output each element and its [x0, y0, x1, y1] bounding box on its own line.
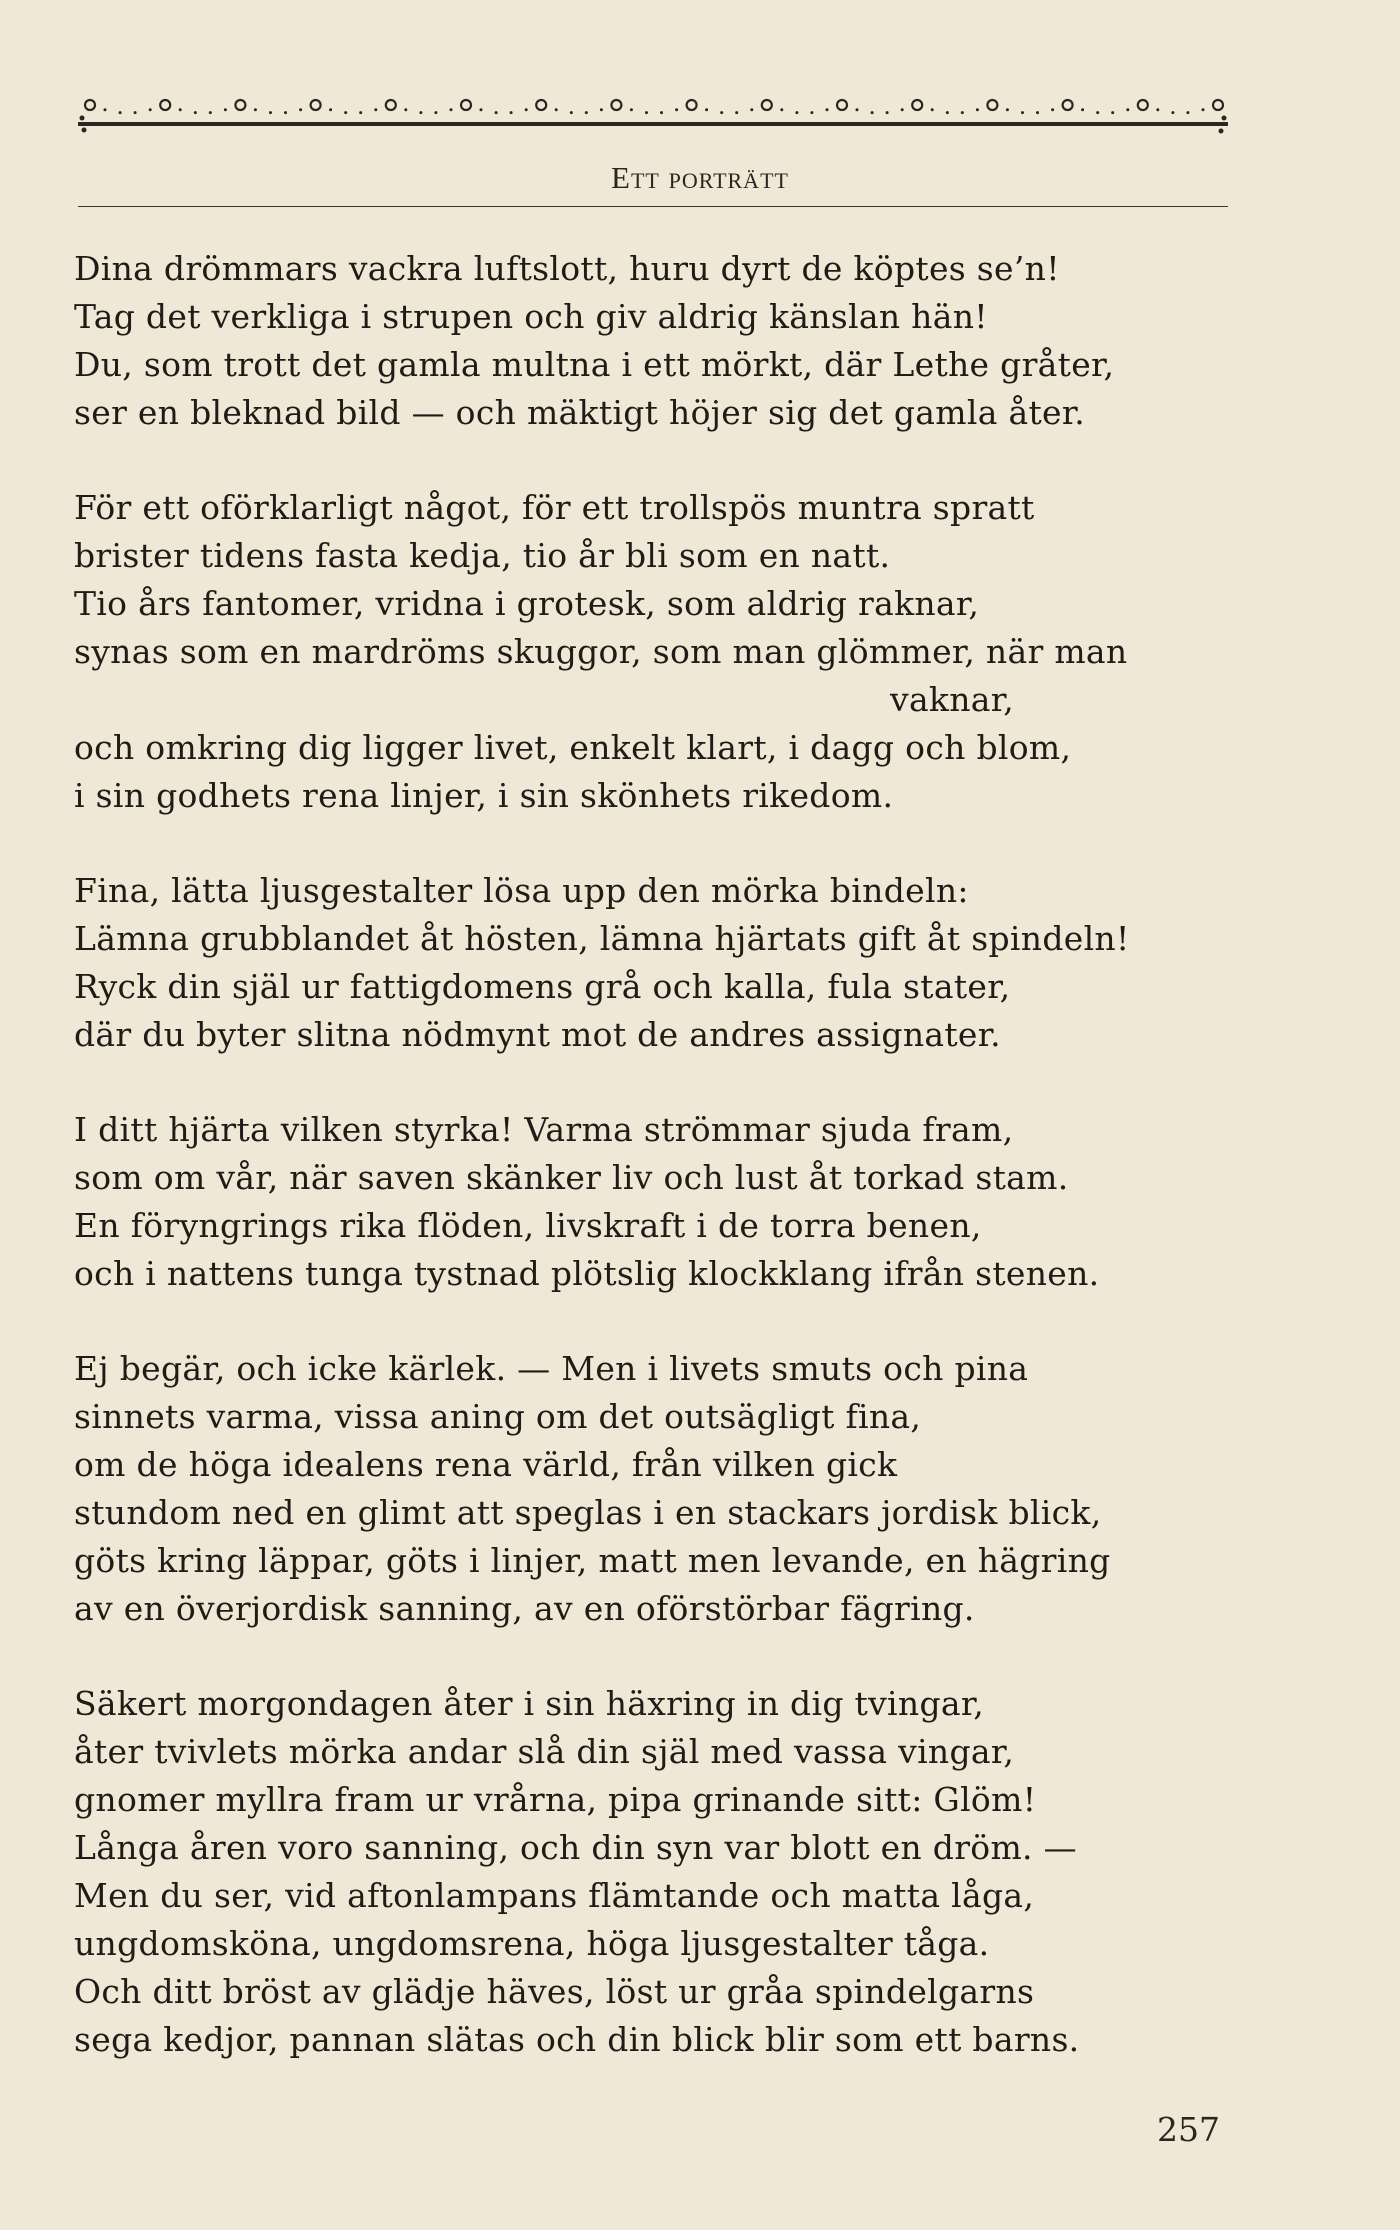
- ornament-ring: [687, 100, 697, 110]
- ornament-dot: [946, 111, 949, 114]
- ornament-dot: [224, 108, 227, 111]
- ornament-dot: [856, 108, 859, 111]
- poem-line: av en överjordisk sanning, av en oförstörbar fägring.: [74, 1589, 975, 1628]
- ornament-ring: [987, 100, 997, 110]
- ornament-dot: [179, 108, 182, 111]
- ornament-ring: [461, 100, 471, 110]
- poem-line: som om vår, när saven skänker liv och lust åt torkad stam.: [74, 1158, 1069, 1197]
- ornament-dot: [284, 111, 287, 114]
- ornament-dot: [1171, 111, 1174, 114]
- ornament-dot: [1126, 108, 1129, 111]
- ornament-dot: [810, 111, 813, 114]
- poem-line: om de höga idealens rena värld, från vilken gick: [74, 1445, 898, 1484]
- poem-line: Men du ser, vid aftonlampans flämtande och matta låga,: [74, 1876, 1035, 1915]
- ornament-dot: [1051, 108, 1054, 111]
- ornament-dot: [329, 108, 332, 111]
- stanza-5: [74, 1345, 1234, 1633]
- ornament-dot: [525, 108, 528, 111]
- ornament-dot: [254, 108, 257, 111]
- ornament-dot: [826, 108, 829, 111]
- ornament-dot: [104, 108, 107, 111]
- poem-line: Dina drömmars vackra luftslott, huru dyrt de köptes se’n!: [74, 249, 1060, 288]
- ornament-dot: [1111, 111, 1114, 114]
- ornament-dot: [1156, 108, 1159, 111]
- poem-line: gnomer myllra fram ur vrårna, pipa grinande sitt: Glöm!: [74, 1780, 1037, 1819]
- ornament-dot: [630, 108, 633, 111]
- ornament-dot: [976, 108, 979, 111]
- poem-line: Säkert morgondagen åter i sin häxring in dig tvingar,: [74, 1684, 985, 1723]
- ornament-dot: [119, 111, 122, 114]
- stanza-2: [74, 484, 1234, 820]
- ornament-dot: [780, 108, 783, 111]
- ornament-dot: [344, 111, 347, 114]
- ornament-dot: [585, 111, 588, 114]
- ornament-dot: [600, 108, 603, 111]
- ornament-ring: [1138, 100, 1148, 110]
- ornament-dot: [1021, 111, 1024, 114]
- ornament-dot: [555, 108, 558, 111]
- poem-line: Ryck din själ ur fattigdomens grå och kalla, fula stater,: [74, 967, 1011, 1006]
- ornament-dot: [299, 108, 302, 111]
- poem-line: och i nattens tunga tystnad plötslig klockklang ifrån stenen.: [74, 1254, 1100, 1293]
- poem-body: [74, 245, 1234, 2111]
- ornament-ring: [160, 100, 170, 110]
- ornament-ring: [536, 100, 546, 110]
- running-title: Ett porträtt: [611, 160, 789, 195]
- poem-line: ser en bleknad bild — och mäktigt höjer sig det gamla åter.: [74, 393, 1086, 432]
- poem-line-turnover: vaknar,: [890, 680, 1014, 719]
- poem-line: synas som en mardröms skuggor, som man glömmer, när man: [74, 632, 1128, 671]
- ornament-dot: [1081, 108, 1084, 111]
- poem-line: och omkring dig ligger livet, enkelt klart, i dagg och blom,: [74, 728, 1072, 767]
- poem-line: sega kedjor, pannan slätas och din blick blir som ett barns.: [74, 2020, 1080, 2059]
- ornament-dot: [660, 111, 663, 114]
- poem-line: göts kring läppar, göts i linjer, matt men levande, en hägring: [74, 1541, 1111, 1580]
- poem-line: Långa åren voro sanning, och din syn var blott en dröm. —: [74, 1828, 1077, 1867]
- page-number: 257: [1157, 2110, 1220, 2149]
- poem-line: Ej begär, och icke kärlek. — Men i livets smuts och pina: [74, 1349, 1029, 1388]
- ornament-dot: [645, 111, 648, 114]
- ornament-dot: [149, 108, 152, 111]
- poem-line: Lämna grubblandet åt hösten, lämna hjärtats gift åt spindeln!: [74, 919, 1130, 958]
- ornament-dot: [720, 111, 723, 114]
- ornament-ring: [235, 100, 245, 110]
- poem-line: stundom ned en glimt att speglas i en stackars jordisk blick,: [74, 1493, 1102, 1532]
- ornament-ring: [611, 100, 621, 110]
- poem-line: En föryngrings rika flöden, livskraft i de torra benen,: [74, 1206, 982, 1245]
- ornament-dot: [931, 108, 934, 111]
- ornament-dot: [871, 111, 874, 114]
- ornament-ring: [311, 100, 321, 110]
- ornament-dot: [901, 108, 904, 111]
- ornament-ring: [1213, 100, 1223, 110]
- ornament-dot: [450, 108, 453, 111]
- ornament-dot: [209, 111, 212, 114]
- ornament-dot: [705, 108, 708, 111]
- poem-line: sinnets varma, vissa aning om det outsägligt fina,: [74, 1397, 922, 1436]
- ornament-dot: [510, 111, 513, 114]
- ornament-dot: [1036, 111, 1039, 114]
- poem-line: För ett oförklarligt något, för ett trollspös muntra spratt: [74, 488, 1035, 527]
- ornament-dot: [194, 111, 197, 114]
- ornament-dot: [961, 111, 964, 114]
- ornament-ring: [386, 100, 396, 110]
- ornament-ring: [85, 100, 95, 110]
- ornament-dot: [434, 111, 437, 114]
- ornament-ring: [912, 100, 922, 110]
- ornament-dot: [1186, 111, 1189, 114]
- ornament-dot: [495, 111, 498, 114]
- ornament-dot: [795, 111, 798, 114]
- ornament-dot: [886, 111, 889, 114]
- poem-line: I ditt hjärta vilken styrka! Varma strömmar sjuda fram,: [74, 1110, 1014, 1149]
- ornament-dot: [675, 108, 678, 111]
- ornament-ring: [837, 100, 847, 110]
- poem-line: i sin godhets rena linjer, i sin skönhets rikedom.: [74, 776, 894, 815]
- poem-line: brister tidens fasta kedja, tio år bli som en natt.: [74, 536, 891, 575]
- ornament-dot: [1006, 108, 1009, 111]
- stanza-3: [74, 867, 1234, 1059]
- poem-line: Du, som trott det gamla multna i ett mörkt, där Lethe gråter,: [74, 345, 1115, 384]
- ornament-dot: [374, 108, 377, 111]
- poem-line: Tag det verkliga i strupen och giv aldrig känslan hän!: [74, 297, 988, 336]
- poem-line: åter tvivlets mörka andar slå din själ med vassa vingar,: [74, 1732, 1015, 1771]
- ornament-ring: [1063, 100, 1073, 110]
- ornament-dot: [735, 111, 738, 114]
- ornament-dot: [1202, 108, 1205, 111]
- ornament-dot: [359, 111, 362, 114]
- ornament-dot: [750, 108, 753, 111]
- ornament-dot: [480, 108, 483, 111]
- ornament-dot: [404, 108, 407, 111]
- decorative-header-ornament: [78, 88, 1228, 138]
- ornament-dot: [570, 111, 573, 114]
- stanza-6: [74, 1680, 1234, 2064]
- poem-line: Och ditt bröst av glädje häves, löst ur gråa spindelgarns: [74, 1972, 1035, 2011]
- poem-line: Tio års fantomer, vridna i grotesk, som aldrig raknar,: [74, 584, 980, 623]
- ornament-dot: [1096, 111, 1099, 114]
- header-rule: [78, 206, 1228, 207]
- poem-line: där du byter slitna nödmynt mot de andres assignater.: [74, 1015, 1001, 1054]
- ornament-dot: [134, 111, 137, 114]
- stanza-1: [74, 245, 1234, 437]
- stanza-4: [74, 1106, 1234, 1298]
- ornament-dot: [419, 111, 422, 114]
- poem-line: ungdomsköna, ungdomsrena, höga ljusgestalter tåga.: [74, 1924, 990, 1963]
- poem-line: Fina, lätta ljusgestalter lösa upp den mörka bindeln:: [74, 871, 969, 910]
- ornament-dot: [269, 111, 272, 114]
- ornament-ring: [762, 100, 772, 110]
